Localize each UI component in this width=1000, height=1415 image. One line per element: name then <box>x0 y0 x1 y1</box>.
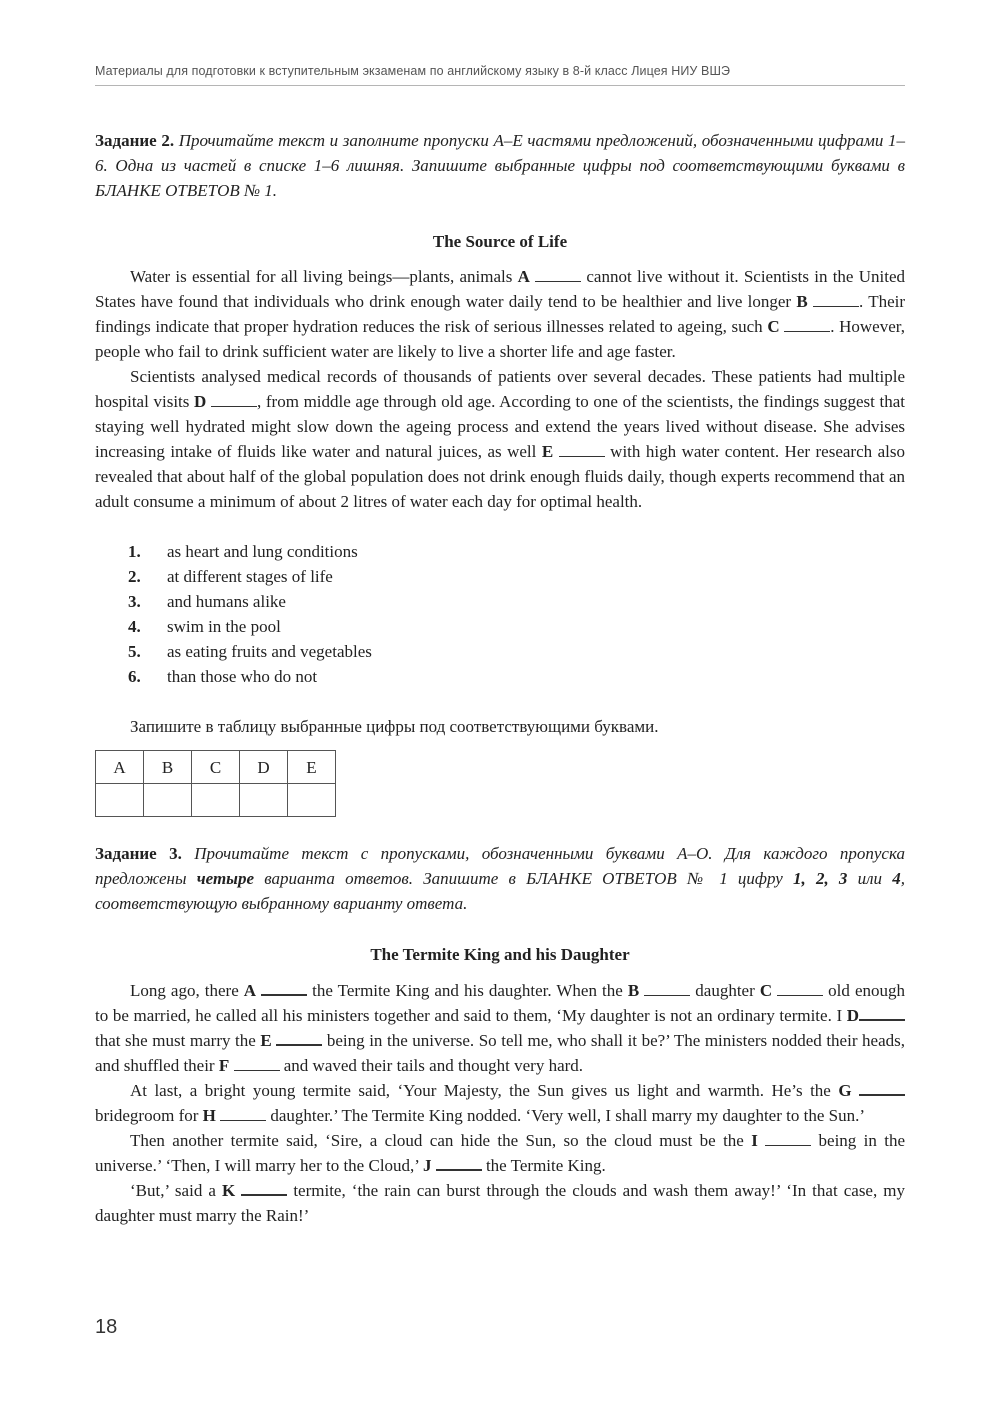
gap-label: D <box>194 392 207 411</box>
gap-blank <box>859 1003 905 1021</box>
task3-paragraph-3: Then another termite said, ‘Sire, a cloud can hide the Sun, so the cloud must be the I being in the universe.’ ‘Then, I will marry her to the Cloud,’ J the Termite King. <box>95 1131 906 1175</box>
task2-instruction <box>95 128 905 203</box>
task3-instruction: Задание 3. Прочитайте текст с пропусками, обозначенными буквами A–O. Для каждого пропуска предложены четыре варианта ответов. Запишите в БЛАНКЕ ОТВЕТОВ № 1 цифру 1, 2, 3 или 4, соответствующую выбранному варианту ответа. <box>95 844 906 913</box>
table-header-cell: C <box>192 751 240 784</box>
gap-blank <box>436 1153 482 1171</box>
task2-paragraph-2: Scientists analysed medical records of thousands of patients over several decades. These patients had multiple hospital visits D , from middle age through old age. According to one of the scientists, the findings suggest that staying well hydrated might slow down the ageing process and extend the years lived without disease. She advises increasing intake of fluids like water and natural juices, as well E with high water content. Her research also revealed that about half of the global population does not drink enough fluids daily, though experts recommend that an adult consume a minimum of about 2 litres of water each day for optimal health. <box>95 367 905 511</box>
list-item: 6. than those who do not <box>128 667 318 686</box>
gap-blank <box>241 1178 287 1196</box>
gap-blank <box>276 1028 322 1046</box>
table-header-cell: B <box>144 751 192 784</box>
answer-cell[interactable] <box>288 784 336 817</box>
gap-blank <box>784 315 830 332</box>
task3-paragraph-4: ‘But,’ said a K termite, ‘the rain can burst through the clouds and wash them away!’ ‘In that case, my daughter must marry the Rain!’ <box>95 1178 905 1228</box>
gap-blank <box>777 979 823 996</box>
gap-label: C <box>767 317 780 336</box>
answer-cell[interactable] <box>96 784 144 817</box>
table-header-cell: A <box>96 751 144 784</box>
list-item: 2. at different stages of life <box>128 567 333 586</box>
gap-blank <box>211 390 257 407</box>
list-item: 4. swim in the pool <box>128 617 281 636</box>
content <box>95 128 905 1228</box>
table-header-cell: E <box>288 751 336 784</box>
task3-paragraph-2: At last, a bright young termite said, ‘Your Majesty, the Sun gives us light and warmth. He’s the G bridegroom for H daughter.’ The Termite King nodded. ‘Very well, I shall marry my daughter to the Sun.’ <box>95 1078 905 1128</box>
page-number: 18 <box>95 1316 118 1338</box>
header-rule <box>95 85 905 86</box>
task3-paragraph-1: Long ago, there A the Termite King and his daughter. When the B daughter C old enough to be married, he called all his ministers together and said to them, ‘My daughter is not an ordinary termite. I D that she must marry the E being in the universe. So tell me, who shall it be?’ The ministers nodded their heads, and shuffled their F and waved their tails and thought very hard. <box>95 978 905 1078</box>
table-answer-row <box>96 784 336 817</box>
gap-blank <box>535 265 581 282</box>
table-header-row <box>96 751 336 784</box>
gap-blank <box>220 1104 266 1121</box>
gap-blank <box>813 290 859 307</box>
task3-title: The Termite King and his Daughter <box>370 945 630 964</box>
table-header-cell: D <box>240 751 288 784</box>
gap-label: A <box>517 267 530 286</box>
gap-blank <box>859 1078 905 1096</box>
answer-cell[interactable] <box>144 784 192 817</box>
answer-table <box>95 750 336 817</box>
gap-label: B <box>796 292 808 311</box>
gap-blank <box>261 978 307 996</box>
task2-paragraph-1: Water is essential for all living beings—plants, animals A cannot live without it. Scientists in the United States have found that individuals who drink enough water daily tend to be healthier and live longer B . Their findings indicate that proper hydration reduces the risk of serious illnesses related to ageing, such C . However, people who fail to drink sufficient water are likely to live a shorter life and age faster. <box>95 267 906 361</box>
list-item: 1. as heart and lung conditions <box>128 542 358 561</box>
gap-label: E <box>541 442 554 461</box>
table-instruction: Запишите в таблицу выбранные цифры под соответствующими буквами. <box>130 717 659 736</box>
gap-blank <box>644 979 690 996</box>
task2-instruction-text: Прочитайте текст и заполните пропуски A–E частями предложений, обозначенными цифрами 1–6. Одна из частей в списке 1–6 лишняя. Запишите выбранные цифры под соответствующими буквами в БЛАНКЕ ОТВЕТОВ № 1. <box>95 131 905 200</box>
gap-blank <box>234 1054 280 1071</box>
list-item: 3. and humans alike <box>128 592 286 611</box>
task3-label: Задание 3. <box>95 844 182 863</box>
answer-cell[interactable] <box>192 784 240 817</box>
options-list <box>95 539 905 689</box>
running-header: Материалы для подготовки к вступительным экзаменам по английскому языку в 8-й класс Лицея НИУ ВШЭ <box>95 64 731 78</box>
gap-blank <box>559 440 605 457</box>
gap-blank <box>765 1129 811 1146</box>
task2-title: The Source of Life <box>432 232 568 251</box>
answer-cell[interactable] <box>240 784 288 817</box>
list-item: 5. as eating fruits and vegetables <box>128 642 372 661</box>
task2-label: Задание 2. <box>95 131 175 150</box>
